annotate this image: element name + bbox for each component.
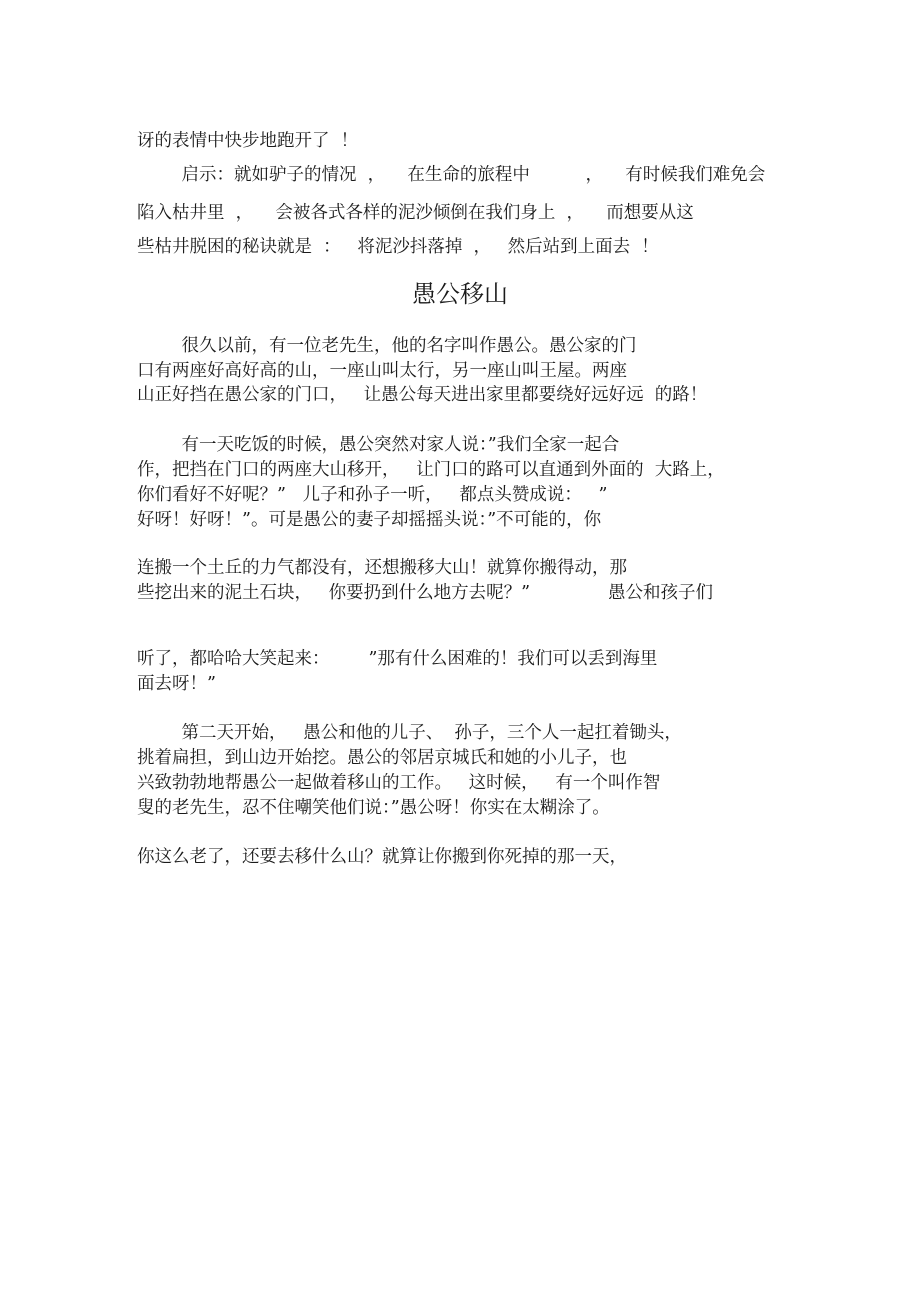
text-line: 听了，都哈哈大笑起来： ”那有什么困难的！我们可以丢到海里 bbox=[137, 649, 658, 669]
text-line: 你们看好不好呢？” 儿子和孙子一听， 都点头赞成说： ” bbox=[137, 485, 608, 505]
text-line: 很久以前，有一位老先生，他的名字叫作愚公。愚公家的门 bbox=[137, 336, 637, 356]
text-line: 第二天开始， 愚公和他的儿子、 孙子，三个人一起扛着锄头， bbox=[137, 723, 682, 743]
text-line: 兴致勃勃地帮愚公一起做着移山的工作。 这时候， 有一个叫作智 bbox=[137, 773, 661, 793]
text-line: 好呀！好呀！”。可是愚公的妻子却摇摇头说：”不可能的，你 bbox=[137, 510, 602, 530]
text-line: 你这么老了，还要去移什么山？就算让你搬到你死掉的那一天， bbox=[137, 847, 627, 867]
text-line: 连搬一个土丘的力气都没有，还想搬移大山！就算你搬得动，那 bbox=[137, 558, 627, 578]
story-title: 愚公移山 bbox=[412, 280, 508, 308]
text-line: 叟的老先生，忍不住嘲笑他们说：”愚公呀！你实在太糊涂了。 bbox=[137, 798, 610, 818]
text-line: 些枯井脱困的秘诀就是 ： 将泥沙抖落掉 ， 然后站到上面去 ！ bbox=[137, 237, 659, 257]
text-line: 挑着扁担，到山边开始挖。愚公的邻居京城氏和她的小儿子，也 bbox=[137, 748, 627, 768]
text-line: 些挖出来的泥土石块， 你要扔到什么地方去呢？” 愚公和孩子们 bbox=[137, 583, 714, 603]
text-line: 陷入枯井里 ， 会被各式各样的泥沙倾倒在我们身上 ， 而想要从这 bbox=[137, 203, 694, 223]
text-line: 山正好挡在愚公家的门口， 让愚公每天进出家里都要绕好远好远 的路！ bbox=[137, 385, 708, 405]
text-line: 有一天吃饭的时候，愚公突然对家人说：”我们全家一起合 bbox=[137, 435, 620, 455]
text-line: 启示：就如驴子的情况 ， 在生命的旅程中 ， 有时候我们难免会 bbox=[137, 165, 766, 185]
text-line: 作，把挡在门口的两座大山移开， 让门口的路可以直通到外面的 大路上， bbox=[137, 460, 725, 480]
text-line: 面去呀！” bbox=[137, 674, 216, 694]
text-line: 讶的表情中快步地跑开了 ！ bbox=[137, 131, 359, 151]
text-line: 口有两座好高好高的山，一座山叫太行，另一座山叫王屋。两座 bbox=[137, 361, 627, 381]
